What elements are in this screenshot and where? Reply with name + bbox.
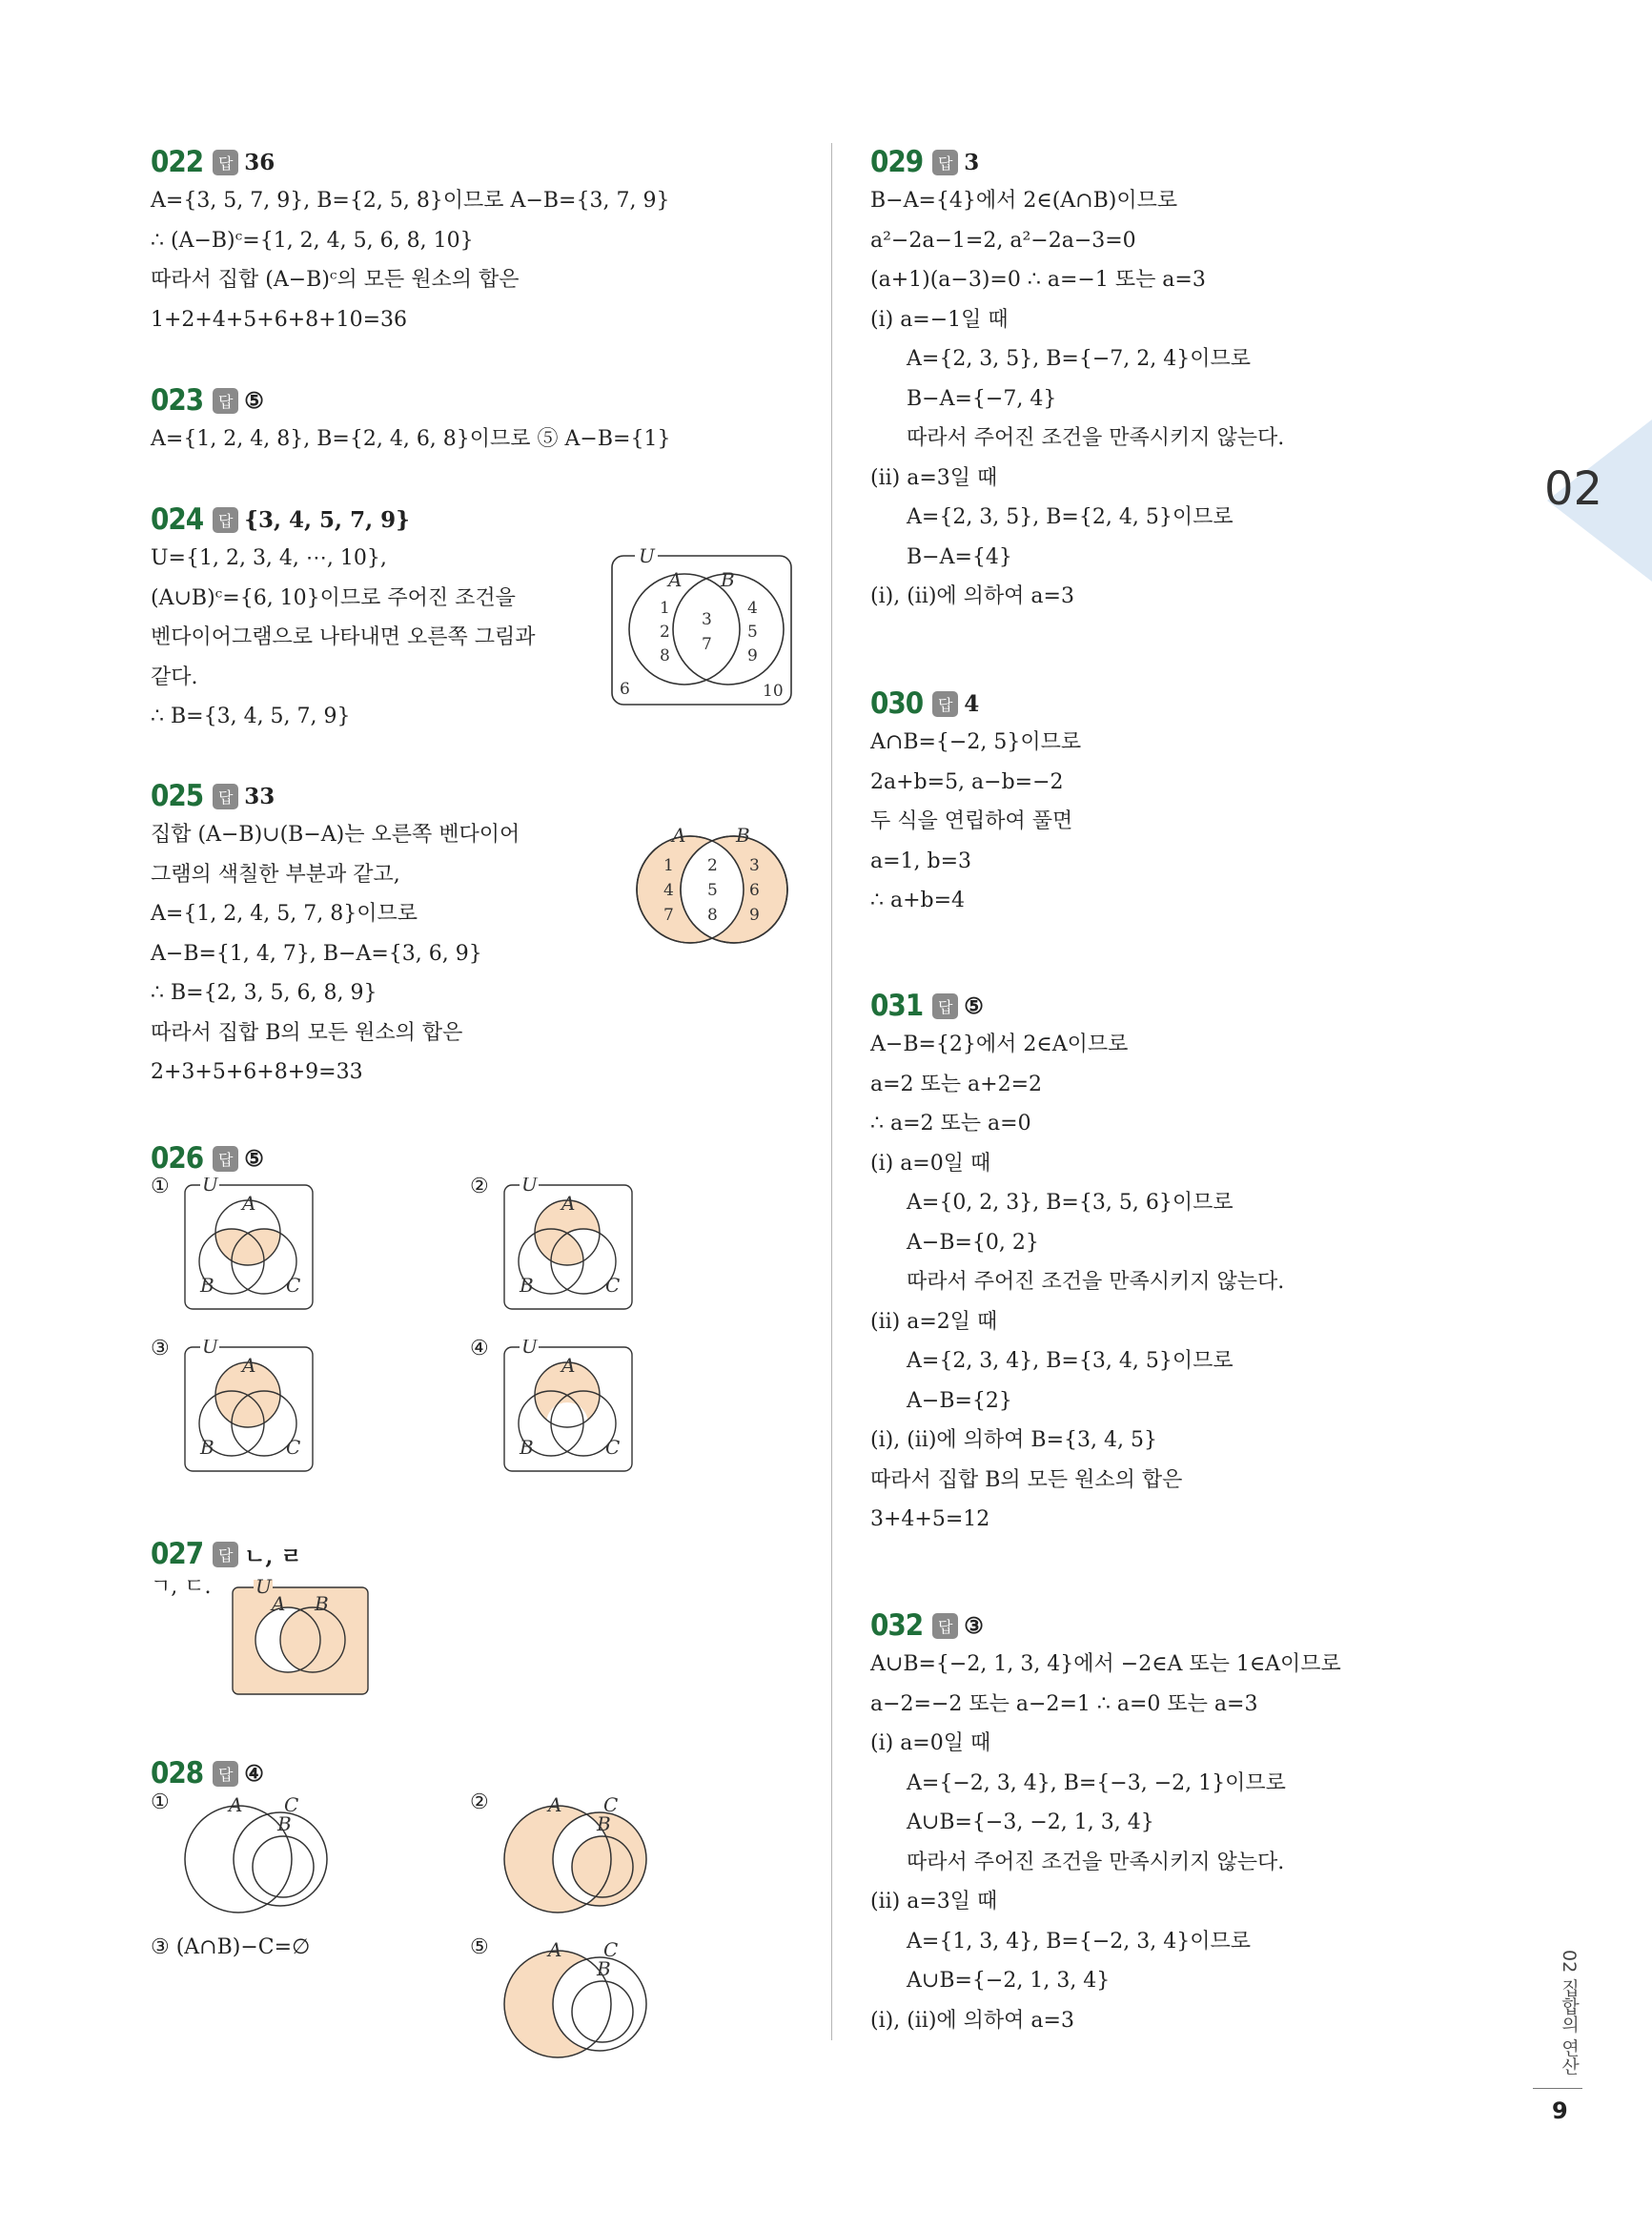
solution-line: 그램의 색칠한 부분과 같고,	[151, 862, 400, 887]
label-A: A	[272, 1592, 286, 1615]
problem-header	[151, 1139, 818, 1177]
solution-line: ∴ B={3, 4, 5, 7, 9}	[151, 705, 351, 728]
solution-line: ∴ B={2, 3, 5, 6, 8, 9}	[151, 981, 377, 1005]
solution-line: A={1, 2, 4, 8}, B={2, 4, 6, 8}이므로 ⑤ A−B={1}	[151, 427, 671, 451]
problem-header	[870, 685, 1480, 723]
solution-line: A={2, 3, 5}, B={2, 4, 5}이므로	[907, 505, 1234, 529]
solution-line: 따라서 주어진 조건을 만족시키지 않는다.	[907, 1850, 1285, 1874]
solution-line: 집합 (A−B)∪(B−A)는 오른쪽 벤다이어	[151, 823, 520, 847]
venn-option-5	[499, 1935, 651, 2064]
solution-line: A∪B={−3, −2, 1, 3, 4}	[907, 1811, 1154, 1834]
page-number: 9	[1552, 2097, 1568, 2124]
solution-line: (ⅰ), (ⅱ)에 의하여 B={3, 4, 5}	[870, 1428, 1157, 1452]
solution-line: a²−2a−1=2, a²−2a−3=0	[870, 228, 1136, 253]
answer-badge: 답	[213, 388, 238, 414]
footer-rule	[1533, 2088, 1582, 2089]
option-mark: ⑤	[470, 1935, 489, 1959]
element: 4	[747, 599, 758, 618]
label-U: U	[202, 1340, 218, 1358]
element: 6	[620, 680, 630, 699]
problem-030	[870, 685, 1480, 921]
venn-diagram-027	[229, 1578, 372, 1697]
answer-badge: 답	[213, 1542, 238, 1567]
answer-value: ⑤	[244, 1145, 264, 1172]
solution-line: A={2, 3, 4}, B={3, 4, 5}이므로	[907, 1349, 1234, 1373]
problem-026	[151, 1139, 818, 1177]
problem-number: 022	[151, 145, 204, 179]
solution-line: 두 식을 연립하여 풀면	[870, 809, 1073, 833]
problem-023	[151, 381, 818, 460]
solution-line: A−B={1, 4, 7}, B−A={3, 6, 9}	[151, 941, 482, 966]
problem-number: 023	[151, 383, 204, 418]
problem-number: 027	[151, 1537, 204, 1571]
solution-line: 따라서 주어진 조건을 만족시키지 않는다.	[907, 1270, 1285, 1294]
label-A: A	[548, 1793, 562, 1816]
element: 1	[663, 856, 674, 875]
option-mark: ②	[470, 1175, 489, 1198]
element: 8	[707, 906, 718, 925]
answer-badge: 답	[213, 150, 238, 175]
element: 5	[707, 881, 718, 900]
venn-option-4	[499, 1340, 637, 1478]
solution-line: 1+2+4+5+6+8+10=36	[151, 307, 408, 332]
problem-header	[151, 381, 818, 419]
solution-line: 따라서 집합 B의 모든 원소의 합은	[870, 1467, 1183, 1492]
option-mark: ④	[470, 1337, 489, 1361]
problem-028	[151, 1754, 818, 1792]
venn-diagram-024	[606, 548, 797, 710]
label-B: B	[277, 1812, 292, 1835]
answer-badge: 답	[213, 1146, 238, 1172]
problem-header	[151, 1754, 818, 1792]
venn-option-2	[499, 1790, 651, 1919]
element: 3	[702, 610, 712, 629]
label-B: B	[721, 568, 735, 591]
element: 2	[660, 623, 670, 642]
solution-line: 2a+b=5, a−b=−2	[870, 769, 1064, 794]
label-B: B	[200, 1436, 214, 1459]
solution-line: 같다.	[151, 665, 198, 689]
solution-line: A−B={2}	[907, 1388, 1012, 1413]
option-mark: ③	[151, 1337, 170, 1361]
problem-header	[151, 1535, 818, 1573]
problem-header	[870, 143, 1480, 181]
answer-value: 33	[244, 783, 275, 809]
element: 6	[749, 881, 760, 900]
label-C: C	[605, 1274, 621, 1297]
solution-line: A−B={2}에서 2∈A이므로	[870, 1033, 1129, 1056]
answer-value: {3, 4, 5, 7, 9}	[244, 506, 410, 533]
label-A: A	[672, 825, 686, 847]
chapter-number: 02	[1544, 462, 1603, 516]
answer-badge: 답	[932, 150, 958, 175]
solution-line: 벤다이어그램으로 나타내면 오른쪽 그림과	[151, 625, 536, 649]
answer-value: 36	[244, 149, 275, 175]
label-A: A	[561, 1354, 576, 1377]
problem-number: 032	[870, 1608, 924, 1643]
solution-line: (ⅰ), (ⅱ)에 의하여 a=3	[870, 2008, 1074, 2033]
label-B: B	[597, 1812, 611, 1835]
solution-line: B−A={−7, 4}	[907, 386, 1057, 411]
answer-value: ④	[244, 1760, 264, 1787]
problem-number: 031	[870, 989, 924, 1023]
solution-line: (ⅱ) a=2일 때	[870, 1309, 998, 1334]
label-C: C	[286, 1274, 301, 1297]
venn-option-1	[179, 1790, 332, 1919]
element: 9	[747, 646, 758, 665]
problem-number: 030	[870, 686, 924, 721]
problem-number: 025	[151, 779, 204, 813]
label-U: U	[521, 1177, 538, 1196]
answer-badge: 답	[932, 691, 958, 717]
solution-line: (ⅱ) a=3일 때	[870, 465, 998, 490]
problem-header	[151, 777, 818, 815]
solution-line: A∪B={−2, 1, 3, 4}에서 −2∈A 또는 1∈A이므로	[870, 1652, 1341, 1676]
answer-value: ㄴ, ㄹ	[244, 1543, 302, 1569]
solution-line: (A∪B)ᶜ={6, 10}이므로 주어진 조건을	[151, 585, 516, 610]
solution-line: A={2, 3, 5}, B={−7, 2, 4}이므로	[907, 347, 1252, 371]
label-C: C	[605, 1436, 621, 1459]
element: 7	[663, 906, 674, 925]
solution-line: (ⅰ) a=0일 때	[870, 1151, 991, 1176]
label-U: U	[255, 1578, 272, 1598]
label-U: U	[639, 548, 655, 567]
label-C: C	[286, 1436, 301, 1459]
label-C: C	[603, 1938, 619, 1961]
label-A: A	[229, 1793, 243, 1816]
label-B: B	[200, 1274, 214, 1297]
label-B: B	[597, 1957, 611, 1980]
option-mark: ①	[151, 1790, 170, 1814]
solution-line: a=2 또는 a+2=2	[870, 1072, 1043, 1096]
problem-029	[870, 143, 1480, 617]
answer-value: ⑤	[964, 992, 984, 1019]
problem-header	[151, 501, 818, 539]
solution-line: 따라서 집합 B의 모든 원소의 합은	[151, 1020, 463, 1045]
problem-number: 026	[151, 1141, 204, 1176]
venn-option-3	[179, 1340, 317, 1478]
option-mark: ①	[151, 1175, 170, 1198]
solution-line: (a+1)(a−3)=0 ∴ a=−1 또는 a=3	[870, 268, 1206, 292]
solution-line: A∪B={−2, 1, 3, 4}	[907, 1969, 1111, 1993]
solution-line: A={1, 3, 4}, B={−2, 3, 4}이므로	[907, 1929, 1252, 1954]
option-mark: ②	[470, 1790, 489, 1814]
solution-line: (ⅱ) a=3일 때	[870, 1890, 998, 1913]
solution-line: ∴ a=2 또는 a=0	[870, 1112, 1031, 1135]
answer-value: ⑤	[244, 387, 264, 414]
label-A: A	[242, 1192, 256, 1215]
element: 4	[663, 881, 674, 900]
label-B: B	[315, 1592, 329, 1615]
solution-line: A={1, 2, 4, 5, 7, 8}이므로	[151, 902, 418, 926]
venn-option-2	[499, 1177, 637, 1316]
solution-line: (ⅰ), (ⅱ)에 의하여 a=3	[870, 584, 1074, 608]
solution-line: 따라서 집합 (A−B)ᶜ의 모든 원소의 합은	[151, 268, 520, 292]
solution-line: A={0, 2, 3}, B={3, 5, 6}이므로	[907, 1191, 1234, 1215]
label-A: A	[668, 568, 683, 591]
venn-option-1	[179, 1177, 317, 1316]
chapter-title: 02 집합의 연산	[1559, 1950, 1580, 2076]
problem-022	[151, 143, 818, 339]
answer-badge: 답	[213, 784, 238, 809]
answer-badge: 답	[932, 1613, 958, 1639]
element: 5	[747, 623, 758, 642]
problem-031	[870, 987, 1480, 1540]
label-U: U	[521, 1340, 538, 1358]
problem-number: 029	[870, 145, 924, 179]
solution-line: a−2=−2 또는 a−2=1 ∴ a=0 또는 a=3	[870, 1691, 1258, 1716]
answer-value: ③	[964, 1612, 984, 1639]
solution-line: 2+3+5+6+8+9=33	[151, 1060, 363, 1084]
answer-badge: 답	[213, 1761, 238, 1787]
answer-badge: 답	[213, 507, 238, 533]
solution-line: A={−2, 3, 4}, B={−3, −2, 1}이므로	[907, 1770, 1286, 1795]
venn-diagram-025	[627, 825, 799, 949]
label-C: C	[603, 1793, 619, 1816]
problem-032	[870, 1606, 1480, 2040]
element: 8	[660, 646, 670, 665]
answer-badge: 답	[932, 993, 958, 1019]
problem-number: 028	[151, 1756, 204, 1790]
element: 3	[749, 856, 760, 875]
label-A: A	[548, 1938, 562, 1961]
solution-line: 따라서 주어진 조건을 만족시키지 않는다.	[907, 426, 1285, 450]
label-A: A	[242, 1354, 256, 1377]
element: 10	[763, 682, 784, 701]
label-B: B	[736, 825, 750, 847]
solution-line: ∴ a+b=4	[870, 889, 966, 912]
solution-line: 3+4+5=12	[870, 1507, 990, 1531]
problem-number: 024	[151, 502, 204, 537]
label-C: C	[284, 1793, 299, 1816]
label-U: U	[202, 1177, 218, 1196]
label-A: A	[561, 1192, 576, 1215]
answer-value: 4	[964, 690, 980, 717]
solution-line: ∴ (A−B)ᶜ={1, 2, 4, 5, 6, 8, 10}	[151, 228, 474, 253]
solution-line: (ⅰ) a=−1일 때	[870, 307, 1009, 332]
problem-header	[870, 987, 1480, 1025]
option-3-text: ③ (A∩B)−C=∅	[151, 1935, 311, 1959]
element: 1	[660, 599, 670, 618]
solution-line: A−B={0, 2}	[907, 1230, 1039, 1255]
solution-line: B−A={4}에서 2∈(A∩B)이므로	[870, 189, 1178, 213]
problem-header	[151, 143, 818, 181]
solution-line: B−A={4}	[907, 544, 1012, 569]
element: 7	[702, 635, 712, 654]
problem-header	[870, 1606, 1480, 1645]
solution-line: U={1, 2, 3, 4, ⋯, 10},	[151, 546, 387, 570]
column-divider	[831, 143, 832, 2040]
element: 2	[707, 856, 718, 875]
solution-line: A∩B={−2, 5}이므로	[870, 730, 1082, 754]
label-B: B	[520, 1274, 534, 1297]
answer-value: 3	[964, 149, 980, 175]
element: 9	[749, 906, 760, 925]
label-B: B	[520, 1436, 534, 1459]
solution-line: A={3, 5, 7, 9}, B={2, 5, 8}이므로 A−B={3, 7, 9}	[151, 189, 670, 213]
solution-line: (ⅰ) a=0일 때	[870, 1731, 991, 1755]
solution-line: a=1, b=3	[870, 849, 972, 873]
solution-line: ㄱ, ㄷ.	[151, 1575, 212, 1599]
